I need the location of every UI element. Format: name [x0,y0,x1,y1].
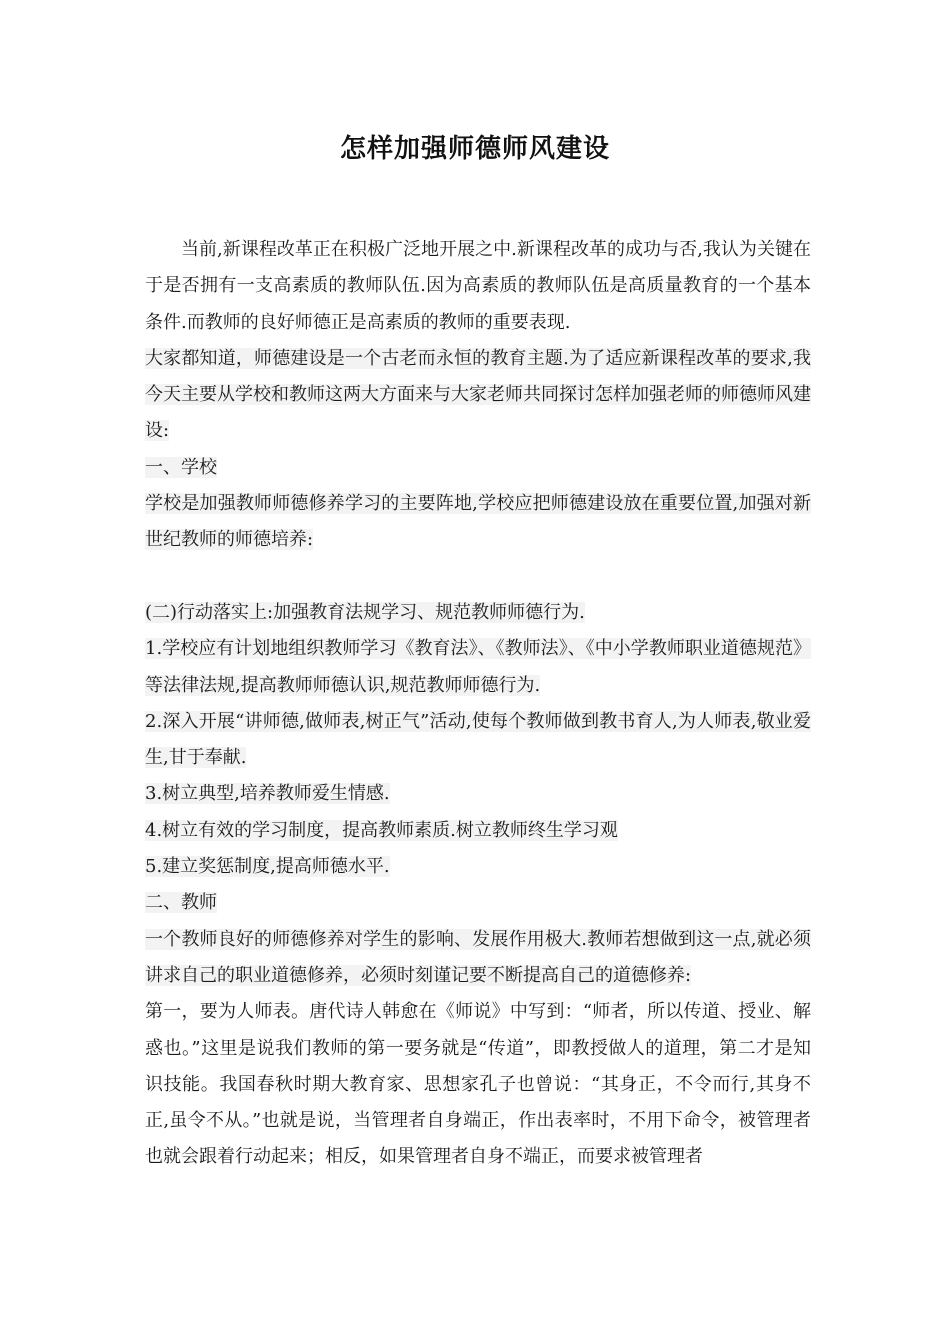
document-title: 怎样加强师德师风建设 [339,134,610,164]
list-item-5: 5.建立奖惩制度,提高师德水平. [145,856,390,878]
list-item-1: 1.学校应有计划地组织教师学习《教育法》、《教师法》、《中小学教师职业道德规范》等法律法规,提高教师师德认识,规范教师师德行为. [145,638,811,696]
paragraph-teacher: 一个教师良好的师德修养对学生的影响、发展作用极大.教师若想做到这一点,就必须讲求自己的职业道德修养，必须时刻谨记要不断提高自己的道德修养: [145,928,811,986]
heading-school: 一、学校 [145,456,217,478]
list-item-2: 2.深入开展“讲师德,做师表,树正气”活动,使每个教师做到教书育人,为人师表,敬业爱生,甘于奉献. [145,710,811,769]
paragraph-intro: 当前,新课程改革正在积极广泛地开展之中.新课程改革的成功与否,我认为关键在于是否拥有一支高素质的教师队伍.因为高素质的教师队伍是高质量教育的一个基本条件.而教师的良好师德正是高素质的教师的重要表现. [145,239,811,333]
paragraph-topic: 大家都知道，师德建设是一个古老而永恒的教育主题.为了适应新课程改革的要求,我今天主要从学校和教师这两大方面来与大家老师共同探讨怎样加强老师的师德师风建设: [145,347,811,442]
heading-teacher: 二、教师 [145,892,217,914]
blank-line [145,559,811,595]
heading-action: (二)行动落实上:加强教育法规学习、规范教师师德行为. [145,601,585,623]
paragraph-school: 学校是加强教师师德修养学习的主要阵地,学校应把师德建设放在重要位置,加强对新世纪教师的师德培养: [145,493,811,551]
list-item-4: 4.树立有效的学习制度，提高教师素质.树立教师终生学习观 [145,819,618,841]
document-body [145,232,811,1176]
paragraph-first-point: 第一，要为人师表。唐代诗人韩愈在《师说》中写到：“师者，所以传道、授业、解惑也。”这里是说我们教师的第一要务就是“传道”，即教授做人的道理，第二才是知识技能。我国春秋时期大教育家、思想家孔子也曾说：“其身正，不令而行,其身不正,虽令不从。”也就是说，当管理者自身端正，作出表率时，不用下命令，被管理者也就会跟着行动起来；相反，如果管理者自身不端正，而要求被管理者 [145,1001,811,1168]
list-item-3: 3.树立典型,培养教师爱生情感. [145,783,390,805]
